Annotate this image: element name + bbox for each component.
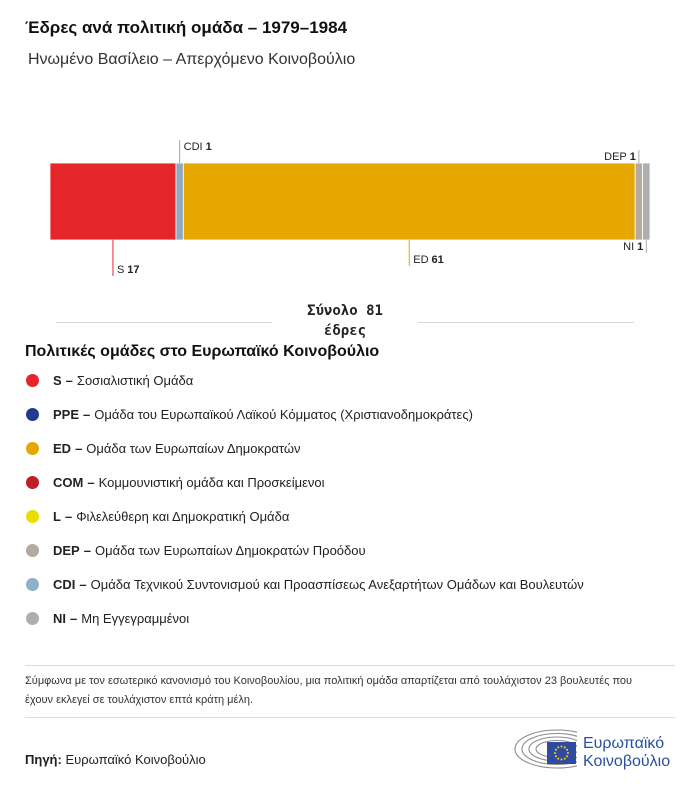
legend-separator: – [87,474,95,490]
legend-swatch-dep [26,544,39,557]
legend-swatch-ppe [26,408,39,421]
data-label-s [117,264,140,276]
legend-code: CDI [53,576,76,592]
legend-swatch-com [26,476,39,489]
data-label-ni [623,241,643,253]
logo-line-1: Ευρωπαϊκό [583,735,665,752]
legend-item-ppe [0,397,700,431]
data-label-name: S [116,264,125,276]
legend-item-l [0,499,700,533]
legend-label: Κομμουνιστική ομάδα και Προσκείμενοι [98,474,325,490]
legend-code: COM [53,474,84,490]
total-rule-left [56,322,272,323]
data-label-ed [413,254,444,266]
data-label-value: 1 [637,241,644,253]
legend-label: Ομάδα των Ευρωπαίων Δημοκρατών [86,440,301,456]
legend-code: PPE [53,406,80,422]
legend-label: Ομάδα των Ευρωπαίων Δημοκρατών Προόδου [94,542,366,558]
legend-separator: – [70,610,78,626]
legend-swatch-ni [26,612,39,625]
divider [25,717,675,718]
legend-item-s [0,363,700,397]
legend-swatch-cdi [26,578,39,591]
legend-separator: – [83,406,91,422]
total-seats [272,301,418,341]
legend-separator: – [75,440,83,456]
data-label-name: NI [623,241,635,253]
eu-flag-icon [547,742,576,764]
total-value: 81 [366,303,383,319]
data-label-name: DEP [604,151,627,163]
legend-label: Φιλελεύθερη και Δημοκρατική Ομάδα [76,508,290,524]
data-label-cdi [184,141,212,153]
data-label-value: 1 [629,151,636,163]
logo-wordmark [583,735,670,771]
legend-code: ED [53,440,72,456]
footnote: Σύμφωνα με τον εσωτερικό κανονισμό του Κοινοβουλίου, μια πολιτική ομάδα απαρτίζεται από τουλάχιστον 23 βουλευτές που έχουν εκλεγεί σε τουλάχιστον επτά κράτη μέλη. [25,675,633,706]
legend-swatch-ed [26,442,39,455]
chart-title: Έδρες ανά πολιτική ομάδα – 1979–1984 [25,18,348,37]
bar-segment-cdi [176,163,183,240]
data-label-name: ED [413,254,429,266]
legend-swatch-l [26,510,39,523]
bar-segment-s [50,163,176,240]
data-label-dep [604,151,636,163]
legend-item-dep [0,533,700,567]
legend-label: Ομάδα Τεχνικού Συντονισμού και Προασπίσεως Ανεξαρτήτων Ομάδων και Βουλευτών [90,576,584,592]
legend-code: NI [53,610,66,626]
legend-label: Ομάδα του Ευρωπαϊκού Λαϊκού Κόμματος (Χριστιανοδημοκράτες) [94,406,473,422]
legend-separator: – [65,372,73,388]
legend-item-cdi [0,567,700,601]
legend-code: L [53,508,61,524]
legend-label: Μη Εγγεγραμμένοι [81,610,190,626]
legend-code: DEP [53,542,80,558]
source-line [25,751,206,769]
data-label-value: 17 [127,264,140,276]
legend-label: Σοσιαλιστική Ομάδα [76,372,194,388]
total-line [272,301,418,321]
chart-subtitle: Ηνωμένο Βασίλειο – Απερχόμενο Κοινοβούλιο [28,51,356,68]
legend-heading: Πολιτικές ομάδες στο Ευρωπαϊκό Κοινοβούλιο [25,343,380,360]
legend-separator: – [83,542,91,558]
data-label-value: 61 [431,254,444,266]
legend-item-ni [0,601,700,635]
stacked-bar-chart [0,130,700,290]
bar-segment-ni [643,163,650,240]
total-label: Σύνολο [307,303,358,319]
source-label: Πηγή: [25,752,62,767]
parliament-hemicycle-icon [513,727,577,769]
legend-item-com [0,465,700,499]
legend-separator: – [79,576,87,592]
source-text: Ευρωπαϊκό Κοινοβούλιο [65,752,206,767]
legend [0,363,700,635]
data-label-name: CDI [183,141,203,153]
legend-swatch-s [26,374,39,387]
logo-line-2: Κοινοβούλιο [583,753,671,770]
legend-separator: – [64,508,73,524]
divider [25,665,675,666]
legend-item-ed [0,431,700,465]
bar-segment-ed [183,163,635,240]
total-rule-right [418,322,634,323]
total-unit: έδρες [323,323,367,339]
legend-code: S [53,372,62,388]
data-label-value: 1 [205,141,212,153]
bar-segment-dep [635,163,642,240]
